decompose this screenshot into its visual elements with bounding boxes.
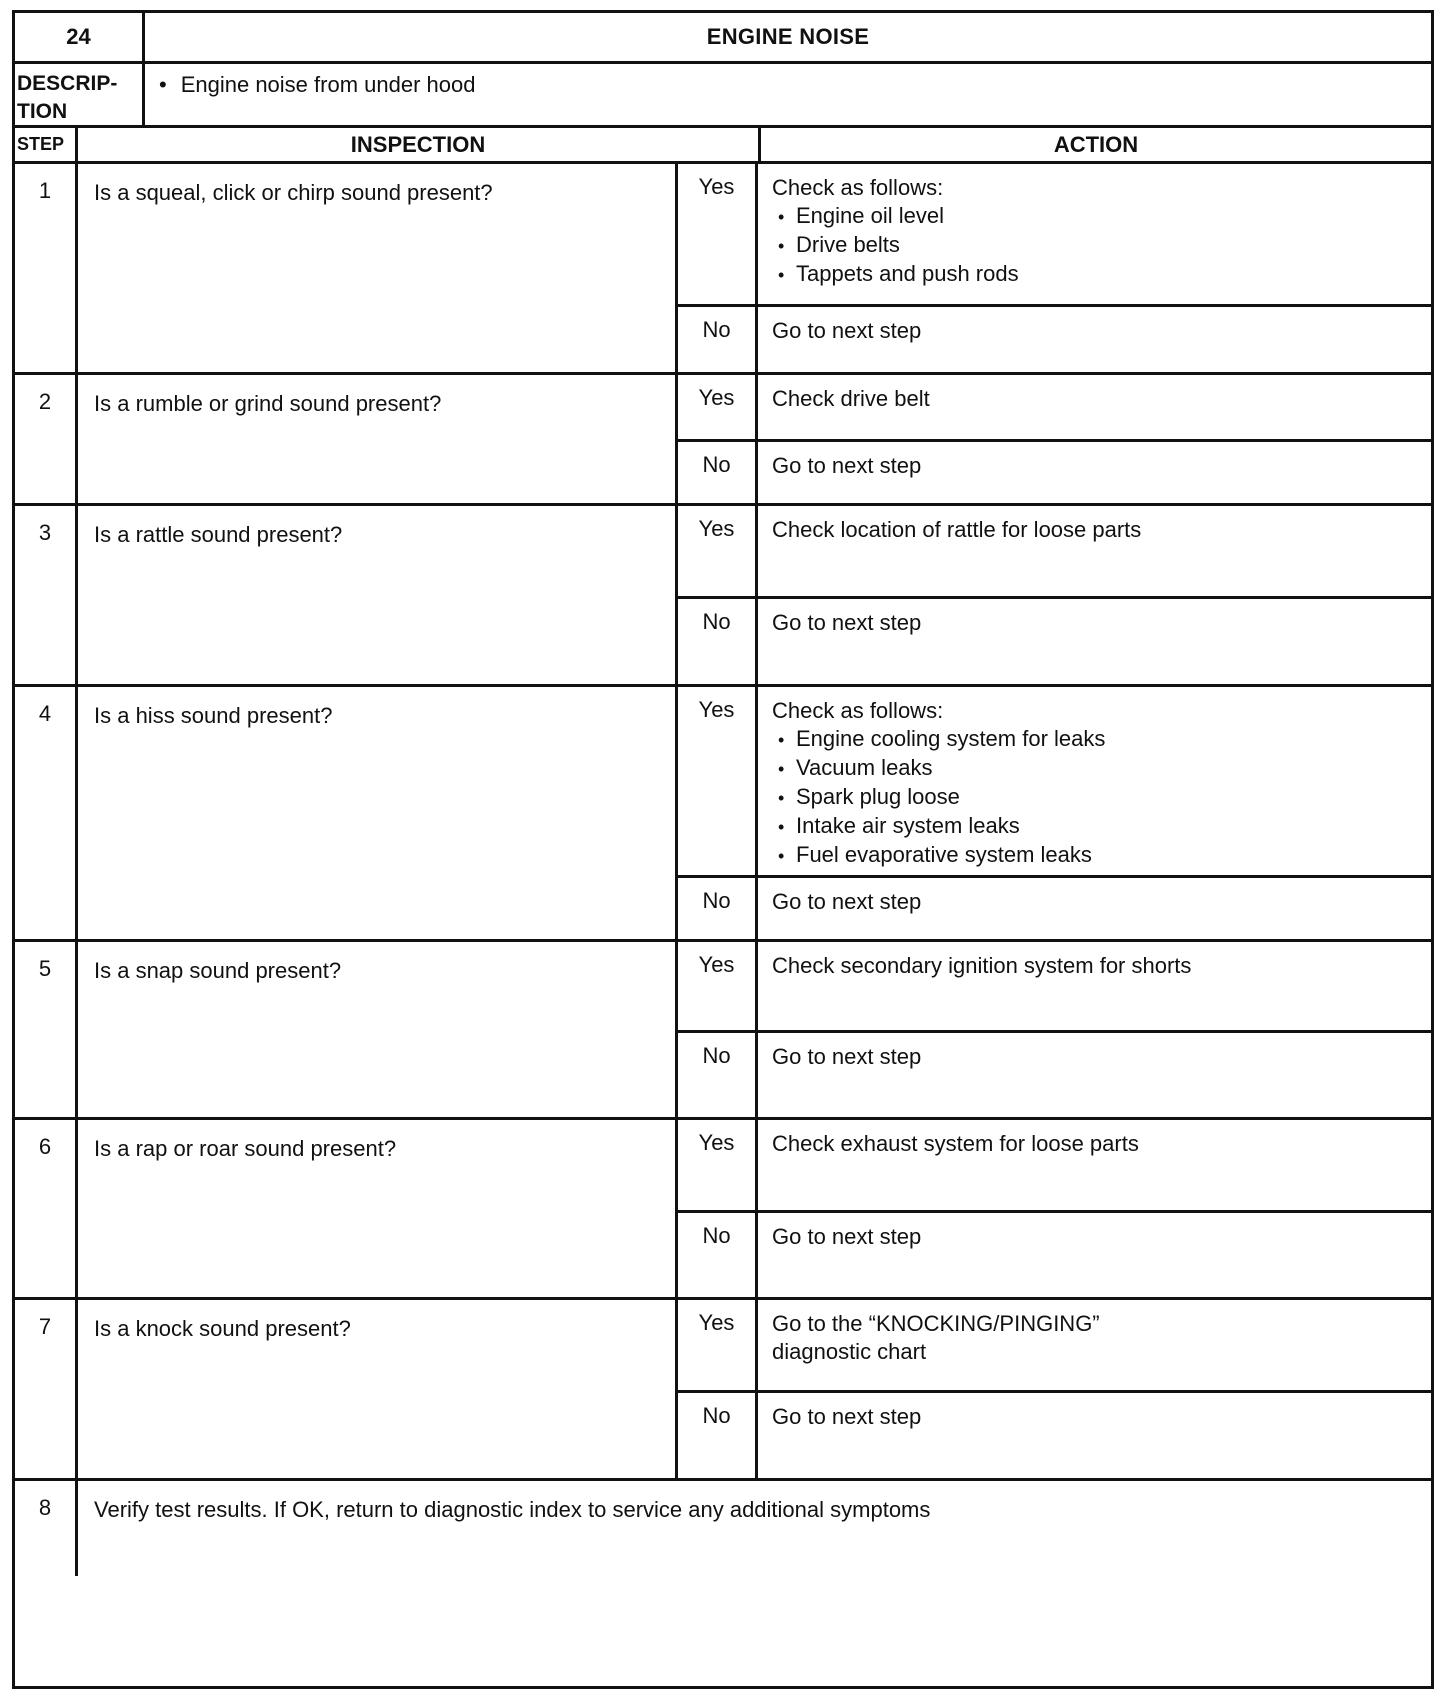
chart-number: 24 (15, 13, 145, 61)
step-question: Is a squeal, click or chirp sound present? (78, 164, 678, 372)
yes-label: Yes (678, 164, 758, 304)
no-row (678, 875, 1431, 939)
step-question: Is a rumble or grind sound present? (78, 375, 678, 503)
step-question: Is a rattle sound present? (78, 506, 678, 684)
check-list (772, 725, 1431, 870)
answer-group (678, 1120, 1431, 1297)
check-list-item: • Engine oil level (778, 202, 1431, 231)
answer-group (678, 1300, 1431, 1478)
description-text-cell (145, 64, 1431, 125)
step-question: Is a snap sound present? (78, 942, 678, 1117)
step-number: 2 (15, 375, 78, 503)
no-row (678, 596, 1431, 684)
yes-action: Check location of rattle for loose parts (772, 517, 1142, 542)
check-list-item: • Fuel evaporative system leaks (778, 841, 1431, 870)
yes-label: Yes (678, 1300, 758, 1390)
check-list-item: • Intake air system leaks (778, 812, 1431, 841)
no-label: No (678, 599, 758, 684)
no-action: Go to next step (772, 318, 922, 343)
bullet-icon: • (159, 72, 167, 97)
no-action: Go to next step (772, 1404, 922, 1429)
no-label: No (678, 1393, 758, 1478)
step-number: 4 (15, 687, 78, 939)
yes-action-text: Check as follows: (772, 175, 944, 200)
no-label: No (678, 307, 758, 372)
no-row (678, 1210, 1431, 1297)
yes-action (758, 164, 1431, 304)
no-label: No (678, 1213, 758, 1297)
step-number: 3 (15, 506, 78, 684)
yes-row (678, 1120, 1431, 1210)
answer-group (678, 375, 1431, 503)
yes-action: Check secondary ignition system for shorts (772, 953, 1192, 978)
yes-action: Go to the “KNOCKING/PINGING” diagnostic chart (772, 1311, 1100, 1364)
check-list-item: • Vacuum leaks (778, 754, 1431, 783)
yes-row (678, 942, 1431, 1030)
chart-title: ENGINE NOISE (706, 24, 870, 49)
step-row (15, 687, 1431, 942)
step-row (15, 1300, 1431, 1481)
step-row (15, 1481, 1431, 1576)
no-action: Go to next step (772, 889, 922, 914)
step-column-header: STEP (15, 128, 78, 161)
step-question: Is a hiss sound present? (78, 687, 678, 939)
check-list-item: • Tappets and push rods (778, 260, 1431, 289)
answer-group (678, 942, 1431, 1117)
yes-action-text: Check as follows: (772, 698, 944, 723)
step-row (15, 942, 1431, 1120)
no-row (678, 439, 1431, 503)
no-action: Go to next step (772, 610, 922, 635)
no-action: Go to next step (772, 1044, 922, 1069)
step-row (15, 375, 1431, 506)
check-list-item: • Engine cooling system for leaks (778, 725, 1431, 754)
yes-row (678, 375, 1431, 439)
title-row (15, 13, 1431, 64)
yes-row (678, 506, 1431, 596)
step-number: 6 (15, 1120, 78, 1297)
inspection-column-header: INSPECTION (78, 128, 761, 161)
no-row (678, 304, 1431, 372)
description-label: DESCRIP- TION (15, 64, 145, 125)
step-number: 1 (15, 164, 78, 372)
yes-row (678, 1300, 1431, 1390)
yes-label: Yes (678, 1120, 758, 1210)
step-row (15, 164, 1431, 375)
no-row (678, 1030, 1431, 1117)
action-column-header: ACTION (1053, 131, 1139, 157)
no-action: Go to next step (772, 1224, 922, 1249)
yes-label: Yes (678, 375, 758, 439)
answer-group (678, 164, 1431, 372)
step-number: 8 (15, 1481, 78, 1576)
yes-label: Yes (678, 687, 758, 875)
step-question: Is a rap or roar sound present? (78, 1120, 678, 1297)
answer-group (678, 506, 1431, 684)
no-label: No (678, 878, 758, 939)
description-row (15, 64, 1431, 128)
answer-group (678, 687, 1431, 939)
no-label: No (678, 1033, 758, 1117)
check-list (772, 202, 1431, 289)
no-row (678, 1390, 1431, 1478)
step-question: Is a knock sound present? (78, 1300, 678, 1478)
step-number: 7 (15, 1300, 78, 1478)
yes-action: Check drive belt (772, 386, 930, 411)
yes-label: Yes (678, 506, 758, 596)
yes-action: Check exhaust system for loose parts (772, 1131, 1139, 1156)
description-text: Engine noise from under hood (180, 72, 476, 97)
no-label: No (678, 442, 758, 503)
step-question: Verify test results. If OK, return to diagnostic index to service any additional symptoms (94, 1497, 931, 1522)
check-list-item: • Drive belts (778, 231, 1431, 260)
step-row (15, 506, 1431, 687)
yes-row (678, 164, 1431, 304)
check-list-item: • Spark plug loose (778, 783, 1431, 812)
yes-row (678, 687, 1431, 875)
column-header-row (15, 128, 1431, 164)
yes-action (758, 687, 1431, 875)
no-action: Go to next step (772, 453, 922, 478)
yes-label: Yes (678, 942, 758, 1030)
step-number: 5 (15, 942, 78, 1117)
step-row (15, 1120, 1431, 1300)
diagnostic-chart (12, 10, 1434, 1689)
